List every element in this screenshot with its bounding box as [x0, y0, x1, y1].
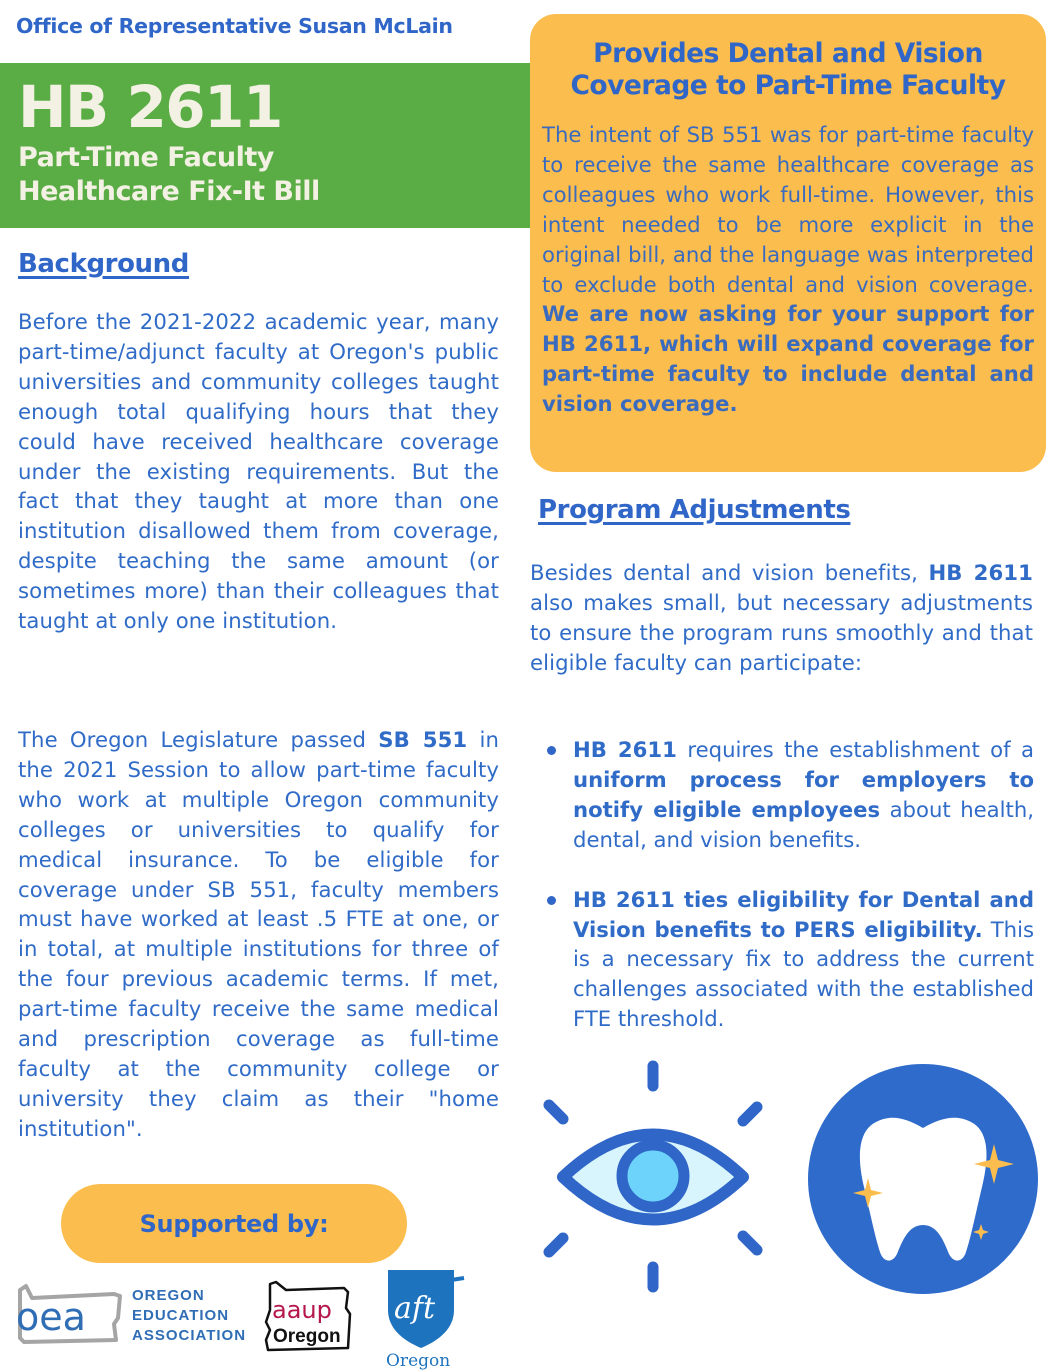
bill-subtitle	[18, 141, 320, 209]
coverage-body-text: The intent of SB 551 was for part-time faculty to receive the same healthcare coverage as colleagues who work full-time. However, this intent needed to be more explicit in the original bill, and the language was interpreted to exclude both dental and vision coverage.	[542, 122, 1034, 297]
coverage-title	[530, 38, 1046, 102]
bullet-icon	[547, 746, 556, 755]
eye-icon	[533, 1052, 773, 1294]
bullet-bold: uniform process for employers to notify eligible employees	[573, 766, 1034, 822]
oea-text-line1: OREGON	[132, 1287, 205, 1304]
coverage-title-line2: Coverage to Part-Time Faculty	[570, 70, 1006, 101]
bullet-text: about health, dental, and vision benefits.	[573, 796, 1034, 852]
oea-text-line2: EDUCATION	[132, 1307, 230, 1324]
bullet-text: requires the establishment of a	[676, 737, 1034, 762]
program-adjustments-intro	[530, 558, 1033, 678]
list-item	[540, 735, 1034, 855]
bill-subtitle-line2: Healthcare Fix-It Bill	[18, 176, 320, 207]
aaup-oregon: Oregon	[273, 1326, 341, 1347]
coverage-body	[542, 120, 1034, 419]
adjustments-list	[540, 735, 1034, 1064]
sb551-emphasis: SB 551	[378, 727, 468, 752]
supported-by-label: Supported by:	[61, 1184, 407, 1263]
tooth-icon	[806, 1062, 1040, 1296]
background-heading: Background	[18, 249, 189, 279]
bullet-icon	[547, 896, 556, 905]
office-name: Office of Representative Susan McLain	[16, 14, 453, 38]
aaup-logo	[262, 1280, 358, 1352]
coverage-callout	[530, 14, 1046, 472]
aft-oregon: Oregon	[386, 1351, 451, 1370]
bullet-text: This is a necessary fix to address the current challenges associated with the established FTE threshold.	[573, 916, 1034, 1032]
aaup-mark: aaup	[272, 1296, 332, 1324]
oea-mark: oea	[16, 1295, 86, 1339]
oea-text-line3: ASSOCIATION	[132, 1327, 247, 1344]
list-item	[540, 885, 1034, 1035]
background-paragraph-1: Before the 2021-2022 academic year, many part-time/adjunct faculty at Oregon's public universities and community colleges taught enough total qualifying hours that they could have received healthcare coverage under the existing requirements. But the fact that they taught at more than one institution disallowed them from coverage, despite teaching the same amount (or sometimes more) than their colleagues that taught at only one institution.	[18, 309, 499, 634]
paragraph-text: in the 2021 Session to allow part-time faculty who work at multiple Oregon community colleges or universities to qualify for medical insurance. To be eligible for coverage under SB 551, faculty members must have worked at least .5 FTE at one, or in total, at multiple institutions for three of the four previous academic terms. If met, part-time faculty receive the same medical and prescription coverage as full-time faculty at the community college or university they claim as their "home institution".	[18, 727, 499, 1141]
oea-logo	[14, 1278, 254, 1354]
background-paragraph-2	[18, 725, 499, 1144]
coverage-title-line1: Provides Dental and Vision	[593, 38, 983, 69]
supporter-logos	[0, 1264, 520, 1372]
bill-subtitle-line1: Part-Time Faculty	[18, 142, 274, 173]
bullet-bold: HB 2611	[573, 737, 677, 762]
hb2611-emphasis: HB 2611	[928, 560, 1033, 585]
paragraph-text: Besides dental and vision benefits,	[530, 560, 929, 585]
paragraph-text: also makes small, but necessary adjustments to ensure the program runs smoothly and that eligible faculty can participate:	[530, 589, 1033, 675]
title-banner	[0, 63, 530, 228]
program-adjustments-heading: Program Adjustments	[538, 495, 851, 525]
paragraph-text: The Oregon Legislature passed	[18, 727, 379, 752]
bill-number: HB 2611	[18, 73, 282, 141]
coverage-call-to-action: We are now asking for your support for HB 2611, which will expand coverage for part-time faculty to include dental and vision coverage.	[542, 301, 1034, 417]
aft-mark: aft	[394, 1291, 436, 1326]
bullet-bold: HB 2611 ties eligibility for Dental and Vision benefits to PERS eligibility.	[573, 886, 1034, 942]
aft-logo	[384, 1266, 468, 1370]
